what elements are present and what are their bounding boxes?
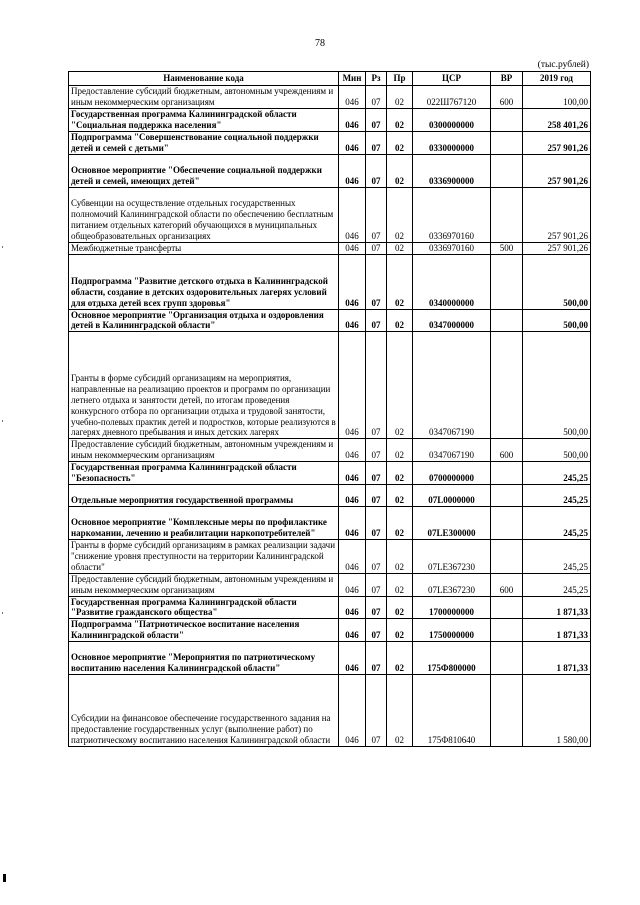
row-vr <box>491 187 523 242</box>
scan-mark <box>3 874 6 882</box>
row-csr: 0347067190 <box>413 439 491 462</box>
row-min: 046 <box>339 242 366 254</box>
header-name: Наименование кода <box>69 72 339 86</box>
row-name: Субсидии на финансовое обеспечение государственного задания на предоставление государственных услуг (выполнение работ) по патриотическому воспитанию населения Калининградской области <box>69 675 339 747</box>
row-vr <box>491 131 523 154</box>
table-row <box>69 154 591 187</box>
row-amount: 245,25 <box>523 506 591 539</box>
row-name: Подпрограмма "Патриотическое воспитание населения Калининградской области" <box>69 619 339 642</box>
row-csr: 1750000000 <box>413 619 491 642</box>
row-amount: 257 901,26 <box>523 154 591 187</box>
header-csr: ЦСР <box>413 72 491 86</box>
row-amount: 1 871,33 <box>523 642 591 675</box>
row-rz: 07 <box>366 187 387 242</box>
row-name: Основное мероприятие "Мероприятия по патриотическому воспитанию населения Калининградской области" <box>69 642 339 675</box>
row-vr: 600 <box>491 86 523 109</box>
table-row <box>69 108 591 131</box>
row-vr <box>491 108 523 131</box>
row-vr <box>491 539 523 573</box>
row-min: 046 <box>339 332 366 439</box>
row-name: Основное мероприятие "Обеспечение социальной поддержки детей и семей, имеющих детей" <box>69 154 339 187</box>
row-rz: 07 <box>366 462 387 485</box>
row-pr: 02 <box>387 86 413 109</box>
row-name: Гранты в форме субсидий организациям на мероприятия, направленные на реализацию проектов и программ по организации летнего отдыха и занятости детей, по итогам проведения конкурсного отбора по организации отдыха и трудовой занятости, учебно-полевых практик детей и подростков, которые реализуются в лагерях дневного пребывания и иных детских лагерях <box>69 332 339 439</box>
row-amount: 100,00 <box>523 86 591 109</box>
row-csr: 07LE367230 <box>413 539 491 573</box>
row-rz: 07 <box>366 309 387 332</box>
row-csr: 0347000000 <box>413 309 491 332</box>
table-row <box>69 619 591 642</box>
table-header-row <box>69 72 591 86</box>
row-csr: 175Ф810640 <box>413 675 491 747</box>
row-vr <box>491 484 523 506</box>
row-name: Подпрограмма "Развитие детского отдыха в Калининградской области, создание в детских оздоровительных лагерях условий для отдыха детей всех групп здоровья" <box>69 254 339 309</box>
row-amount: 245,25 <box>523 462 591 485</box>
row-name: Отдельные мероприятия государственной программы <box>69 484 339 506</box>
row-min: 046 <box>339 254 366 309</box>
row-rz: 07 <box>366 108 387 131</box>
row-min: 046 <box>339 439 366 462</box>
row-amount: 1 580,00 <box>523 675 591 747</box>
scan-mark <box>2 246 3 248</box>
row-min: 046 <box>339 675 366 747</box>
row-amount: 500,00 <box>523 309 591 332</box>
row-min: 046 <box>339 86 366 109</box>
table-row <box>69 484 591 506</box>
table-row <box>69 332 591 439</box>
page-number: 78 <box>315 38 325 49</box>
row-vr <box>491 596 523 619</box>
row-name: Государственная программа Калининградской области "Развитие гражданского общества" <box>69 596 339 619</box>
row-name: Межбюджетные трансферты <box>69 242 339 254</box>
row-rz: 07 <box>366 439 387 462</box>
row-name: Предоставление субсидий бюджетным, автономным учреждениям и иным некоммерческим организациям <box>69 573 339 596</box>
row-pr: 02 <box>387 642 413 675</box>
row-csr: 07L0000000 <box>413 484 491 506</box>
row-vr <box>491 642 523 675</box>
scan-mark <box>2 612 3 614</box>
row-pr: 02 <box>387 439 413 462</box>
row-min: 046 <box>339 108 366 131</box>
row-amount: 258 401,26 <box>523 108 591 131</box>
row-pr: 02 <box>387 506 413 539</box>
table-row <box>69 309 591 332</box>
row-csr: 0347067190 <box>413 332 491 439</box>
row-min: 046 <box>339 309 366 332</box>
row-pr: 02 <box>387 332 413 439</box>
row-rz: 07 <box>366 242 387 254</box>
row-name: Гранты в форме субсидий организациям в рамках реализации задачи "снижение уровня преступности на территории Калининградской области" <box>69 539 339 573</box>
row-vr: 600 <box>491 439 523 462</box>
row-csr: 1700000000 <box>413 596 491 619</box>
row-min: 046 <box>339 539 366 573</box>
row-csr: 0336900000 <box>413 154 491 187</box>
row-vr <box>491 154 523 187</box>
row-rz: 07 <box>366 642 387 675</box>
table-row <box>69 131 591 154</box>
row-min: 046 <box>339 131 366 154</box>
row-min: 046 <box>339 187 366 242</box>
row-rz: 07 <box>366 86 387 109</box>
table-row <box>69 187 591 242</box>
row-rz: 07 <box>366 154 387 187</box>
row-rz: 07 <box>366 131 387 154</box>
row-name: Подпрограмма "Совершенствование социальной поддержки детей и семей с детьми" <box>69 131 339 154</box>
row-pr: 02 <box>387 187 413 242</box>
row-name: Предоставление субсидий бюджетным, автономным учреждениям и иным некоммерческим организациям <box>69 86 339 109</box>
row-csr: 0336970160 <box>413 242 491 254</box>
row-pr: 02 <box>387 539 413 573</box>
row-amount: 245,25 <box>523 573 591 596</box>
table-row <box>69 439 591 462</box>
row-csr: 07LE367230 <box>413 573 491 596</box>
row-csr: 0330000000 <box>413 131 491 154</box>
row-vr <box>491 506 523 539</box>
row-vr <box>491 462 523 485</box>
row-csr: 022Ш767120 <box>413 86 491 109</box>
row-csr: 0340000000 <box>413 254 491 309</box>
table-row <box>69 539 591 573</box>
row-rz: 07 <box>366 619 387 642</box>
scan-mark <box>2 420 3 422</box>
header-vr: ВР <box>491 72 523 86</box>
row-min: 046 <box>339 642 366 675</box>
table-row <box>69 86 591 109</box>
row-pr: 02 <box>387 596 413 619</box>
row-min: 046 <box>339 619 366 642</box>
row-csr: 07LE300000 <box>413 506 491 539</box>
row-name: Государственная программа Калининградской области "Безопасность" <box>69 462 339 485</box>
row-rz: 07 <box>366 675 387 747</box>
units-note: (тыс.рублей) <box>537 60 589 70</box>
row-rz: 07 <box>366 506 387 539</box>
row-name: Субвенции на осуществление отдельных государственных полномочий Калининградской области по обеспечению бесплатным питанием отдельных категорий обучающихся в муниципальных общеобразовательных организациях <box>69 187 339 242</box>
row-amount: 245,25 <box>523 539 591 573</box>
row-vr <box>491 309 523 332</box>
budget-table <box>68 71 591 747</box>
table-row <box>69 462 591 485</box>
row-pr: 02 <box>387 484 413 506</box>
row-pr: 02 <box>387 573 413 596</box>
row-name: Предоставление субсидий бюджетным, автономным учреждениям и иным некоммерческим организациям <box>69 439 339 462</box>
row-amount: 245,25 <box>523 484 591 506</box>
row-min: 046 <box>339 462 366 485</box>
row-amount: 1 871,33 <box>523 619 591 642</box>
row-name: Основное мероприятие "Комплексные меры по профилактике наркомании, лечению и реабилитации наркопотребителей" <box>69 506 339 539</box>
row-pr: 02 <box>387 108 413 131</box>
row-amount: 500,00 <box>523 439 591 462</box>
table-row <box>69 242 591 254</box>
header-min: Мин <box>339 72 366 86</box>
row-pr: 02 <box>387 619 413 642</box>
table-row <box>69 573 591 596</box>
row-min: 046 <box>339 154 366 187</box>
row-csr: 175Ф800000 <box>413 642 491 675</box>
table-row <box>69 642 591 675</box>
row-csr: 0700000000 <box>413 462 491 485</box>
table-row <box>69 254 591 309</box>
row-rz: 07 <box>366 332 387 439</box>
row-csr: 0336970160 <box>413 187 491 242</box>
row-pr: 02 <box>387 675 413 747</box>
table-row <box>69 506 591 539</box>
header-year: 2019 год <box>523 72 591 86</box>
header-pr: Пр <box>387 72 413 86</box>
table-row <box>69 596 591 619</box>
header-rz: Рз <box>366 72 387 86</box>
row-rz: 07 <box>366 539 387 573</box>
row-pr: 02 <box>387 131 413 154</box>
row-name: Государственная программа Калининградской области "Социальная поддержка населения" <box>69 108 339 131</box>
row-vr: 600 <box>491 573 523 596</box>
row-min: 046 <box>339 596 366 619</box>
row-pr: 02 <box>387 242 413 254</box>
row-rz: 07 <box>366 596 387 619</box>
row-vr <box>491 332 523 439</box>
row-amount: 1 871,33 <box>523 596 591 619</box>
table-row <box>69 675 591 747</box>
row-min: 046 <box>339 573 366 596</box>
row-rz: 07 <box>366 573 387 596</box>
row-amount: 500,00 <box>523 332 591 439</box>
row-min: 046 <box>339 506 366 539</box>
row-amount: 257 901,26 <box>523 242 591 254</box>
row-vr <box>491 254 523 309</box>
row-vr <box>491 675 523 747</box>
row-pr: 02 <box>387 154 413 187</box>
row-min: 046 <box>339 484 366 506</box>
row-vr <box>491 619 523 642</box>
row-rz: 07 <box>366 254 387 309</box>
row-name: Основное мероприятие "Организация отдыха и оздоровления детей в Калининградской области" <box>69 309 339 332</box>
row-csr: 0300000000 <box>413 108 491 131</box>
row-rz: 07 <box>366 484 387 506</box>
row-pr: 02 <box>387 309 413 332</box>
row-pr: 02 <box>387 254 413 309</box>
row-amount: 500,00 <box>523 254 591 309</box>
row-amount: 257 901,26 <box>523 131 591 154</box>
row-pr: 02 <box>387 462 413 485</box>
row-vr: 500 <box>491 242 523 254</box>
row-amount: 257 901,26 <box>523 187 591 242</box>
